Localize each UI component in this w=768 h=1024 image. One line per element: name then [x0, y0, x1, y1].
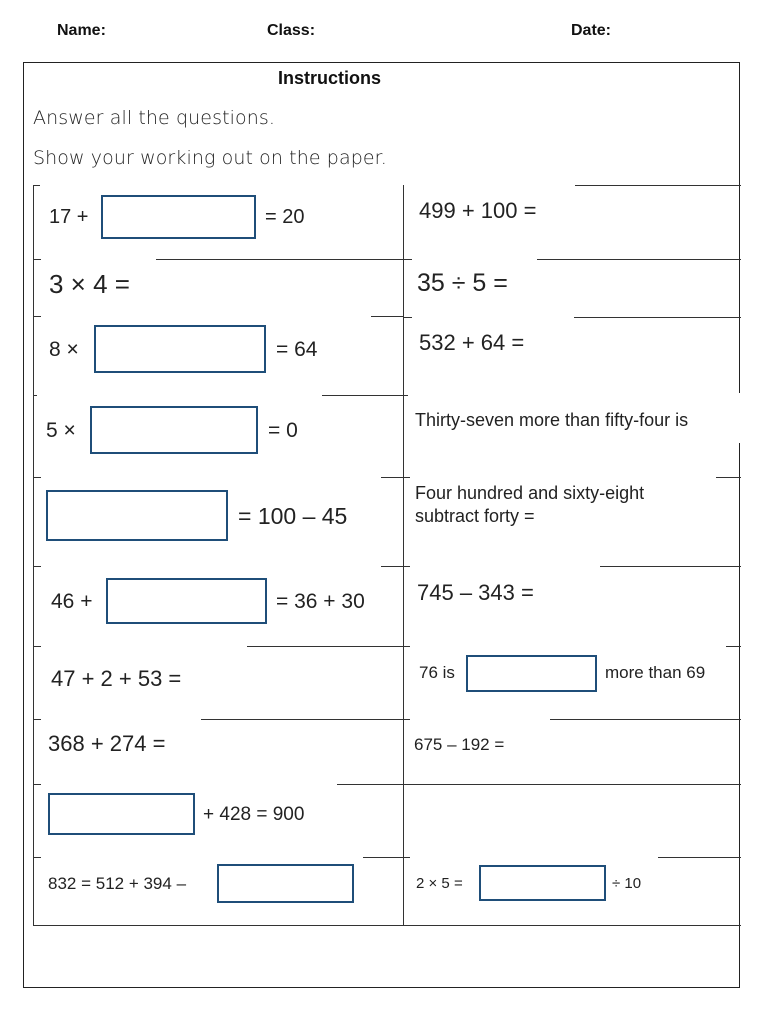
table-top-right-line: [575, 185, 741, 186]
table-bottom-line: [33, 925, 741, 926]
left-q9-answer-box[interactable]: [48, 793, 195, 835]
right-q8-text: 675 – 192 =: [414, 735, 505, 754]
left-q6-answer-box[interactable]: [106, 578, 267, 624]
right-q10-text: 2 × 5 =: [416, 875, 463, 892]
left-q7-text: 47 + 2 + 53 =: [51, 666, 182, 691]
table-center-divider: [403, 185, 404, 926]
left-q3-text: 8 ×: [49, 338, 79, 361]
left-q6-result: = 36 + 30: [276, 590, 365, 613]
left-q1-result: = 20: [265, 206, 305, 228]
left-q4-result: = 0: [268, 419, 298, 442]
left-q2-text: 3 × 4 =: [49, 269, 130, 299]
left-q3-answer-box[interactable]: [94, 325, 266, 373]
table-left-border: [33, 185, 34, 926]
right-q10-result: ÷ 10: [612, 875, 642, 892]
instructions-title: Instructions: [278, 68, 382, 88]
left-q1-answer-box[interactable]: [101, 195, 256, 239]
left-q4-text: 5 ×: [46, 419, 76, 442]
right-q1-text: 499 + 100 =: [419, 198, 537, 223]
left-q3-result: = 64: [276, 338, 318, 361]
right-q7-answer-box[interactable]: [466, 655, 597, 692]
right-q10-answer-box[interactable]: [479, 865, 606, 901]
left-q6-text: 46 +: [51, 590, 93, 613]
left-q4-answer-box[interactable]: [90, 406, 258, 454]
right-q4-text: Thirty-seven more than fifty-four is: [415, 410, 689, 430]
right-q6-text: 745 – 343 =: [417, 580, 534, 605]
right-q2-text: 35 ÷ 5 =: [417, 269, 508, 297]
left-q9-result: + 428 = 900: [203, 804, 305, 825]
left-q8-text: 368 + 274 =: [48, 731, 166, 756]
left-q5-result: = 100 – 45: [238, 503, 348, 529]
left-q5-answer-box[interactable]: [46, 490, 228, 541]
left-q10-text: 832 = 512 + 394 –: [48, 874, 187, 893]
class-label: Class:: [267, 22, 316, 39]
instruction-line-1: Answer all the questions.: [33, 107, 276, 129]
right-q3-text: 532 + 64 =: [419, 330, 525, 355]
date-label: Date:: [571, 22, 612, 39]
row-line: [403, 784, 741, 785]
left-q1-text: 17 +: [49, 206, 89, 228]
table-top-left-line: [33, 185, 40, 186]
right-q7-result: more than 69: [605, 663, 706, 682]
right-q7-text: 76 is: [419, 663, 455, 682]
name-label: Name:: [57, 22, 106, 39]
left-q10-answer-box[interactable]: [217, 864, 354, 903]
right-q5-line1: Four hundred and sixty-eight: [415, 483, 645, 503]
instruction-line-2: Show your working out on the paper.: [33, 147, 387, 169]
right-q5-line2: subtract forty =: [415, 506, 535, 526]
